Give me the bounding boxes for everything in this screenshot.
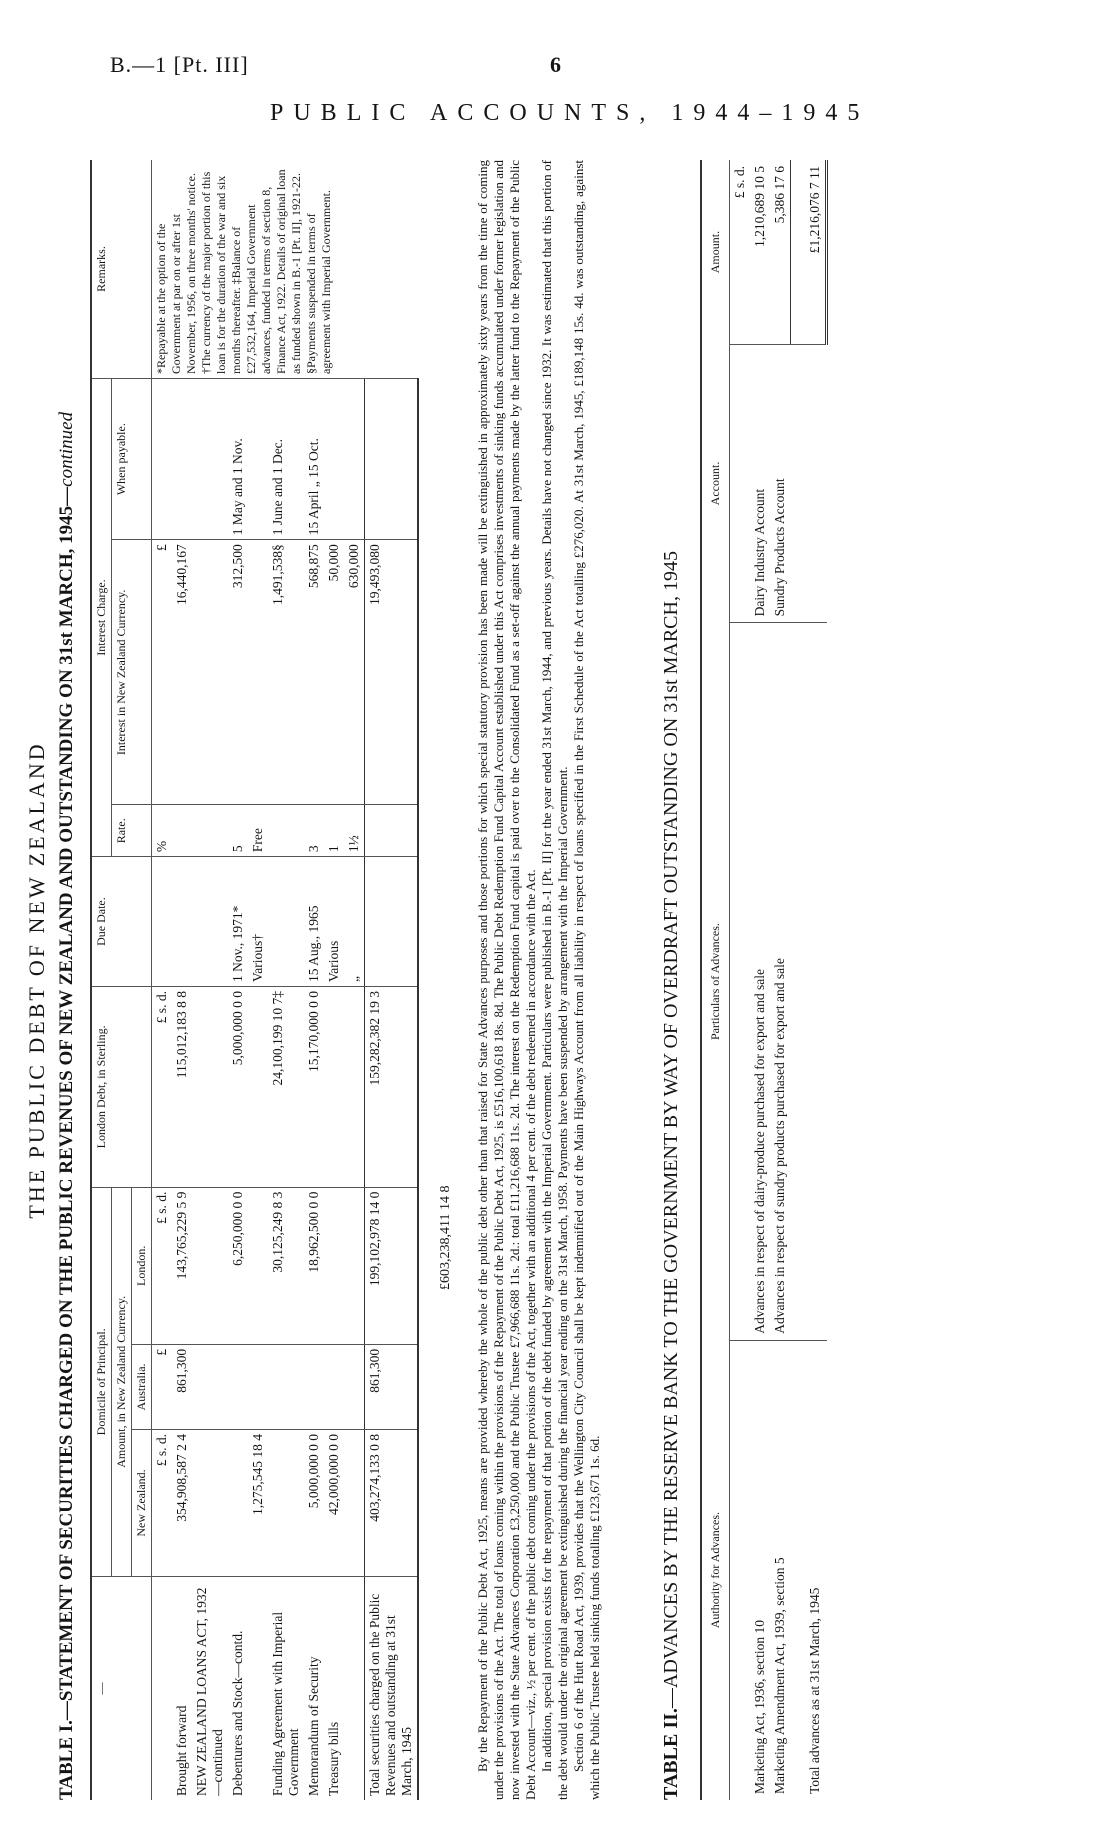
table-row [344, 160, 365, 1800]
cell-due [172, 857, 192, 987]
cell-account: Sundry Products Account [770, 344, 791, 623]
cell-aus [304, 1344, 324, 1429]
cell-amount: 5,386 17 6 [770, 160, 791, 344]
unit-label: £ s. d. [152, 1187, 173, 1344]
cell-interest [192, 540, 228, 805]
cell-due: 15 Aug., 1965 [304, 857, 324, 987]
row-desc [344, 1577, 365, 1801]
total-nz: 403,274,133 0 8 [365, 1429, 419, 1576]
cell-due [192, 857, 228, 987]
cell-rate: 1 [324, 805, 344, 857]
unit-label: £ [152, 1344, 173, 1429]
cell-due: 1 Nov., 1971* [228, 857, 248, 987]
cell-london: 30,125,249 8 3 [268, 1187, 304, 1344]
total-london-debt: 159,282,382 19 3 [365, 987, 419, 1188]
total-interest: 19,493,080 [365, 540, 419, 805]
cell-when: 1 June and 1 Dec. [268, 379, 304, 540]
t2-header-authority: Authority for Advances. [701, 1340, 730, 1800]
total-desc: Total securities charged on the Public Revenues and outstanding at 31st March, 1945 [365, 1577, 419, 1801]
cell-aus [344, 1344, 365, 1429]
t2-header-particulars: Particulars of Advances. [701, 623, 730, 1340]
cell-rate: 3 [304, 805, 324, 857]
cell-interest: 1,491,538§ [268, 540, 304, 805]
row-desc: Memorandum of Security [306, 1656, 321, 1796]
cell-nz: 42,000,000 0 0 [324, 1429, 344, 1576]
cell-london [344, 1187, 365, 1344]
table-row [750, 160, 770, 1800]
t1-header-blank: — [91, 1577, 152, 1801]
t1-header-new-zealand: New Zealand. [132, 1429, 152, 1576]
cell-london [324, 1187, 344, 1344]
table1 [90, 160, 419, 1800]
table-row [730, 160, 751, 1800]
cell-when: 1 May and 1 Nov. [228, 379, 248, 540]
cell-when [172, 379, 192, 540]
note-paragraph: By the Repayment of the Public Debt Act, 1925, means are provided whereby the whole of the public debt other than that raised for State Advances purposes and those portions for which special statutory provision has been made will be extinguished in approximately sixty years from the time of coming under the provisions of the Act. The total of loans coming within the provisions of the Repayment of the Public Debt Act, 1925, is £516,100,618 18s. 8d. The Public Debt Redemption Fund Capital Account established under this Act comprises investments of sinking funds accumulated under former legislation and now invested with the State Advances Corporation £3,250,000 and the Public Trustee £7,966,688 11s. 2d.: total £11,216,688 11s. 2d. The interest on the Redemption Fund capital is paid over to the Consolidated Fund as a set-off against the annual payments made by the latter fund to the Repayment of the Public Debt Account—viz., ½ per cent. of the public debt coming under the provisions of the Act, together with an additional 4 per cent. of the debt redeemed in accordance with the Act. [475, 160, 538, 1800]
t1-header-due-date: Due Date. [91, 857, 152, 987]
t2-header-account: Account. [701, 344, 730, 623]
cell-london-debt [344, 987, 365, 1188]
row-desc [248, 1577, 268, 1801]
cell-authority: Marketing Amendment Act, 1939, section 5 [772, 1557, 787, 1794]
note-paragraph: Section 6 of the Hutt Road Act, 1939, provides that the Wellington City Council shall be kept indemnified out of the Main Highways Account from all liability in respect of loans specified in the First Schedule of the Act totalling £276,020. At 31st March, 1945, £189,148 15s. 4d. was outstanding, against which the Public Trustee held sinking funds totalling £123,671 1s. 6d. [571, 160, 602, 1800]
grand-total: £603,238,411 14 8 [438, 1185, 453, 1290]
t2-header-amount: Amount. [701, 160, 730, 344]
row-desc: Brought forward [174, 1705, 189, 1796]
table2-title-rest: —ADVANCES BY THE RESERVE BANK TO THE GOVERNMENT BY WAY OF OVERDRAFT OUTSTANDING ON 31st MARCH, 1945 [660, 551, 682, 1709]
cell-interest: 16,440,167 [172, 540, 192, 805]
cell-authority: Marketing Act, 1936, section 10 [752, 1620, 767, 1794]
table-row [172, 160, 192, 1800]
unit-label: % [152, 805, 173, 857]
cell-due: „ [344, 857, 365, 987]
cell-amount: 1,210,689 10 5 [750, 160, 770, 344]
table-row [770, 160, 791, 1800]
table-row [152, 160, 173, 1800]
cell-london-debt [324, 987, 344, 1188]
cell-interest: 568,875 [304, 540, 324, 805]
cell-when [344, 379, 365, 540]
cell-rate: Free [248, 805, 268, 857]
cell-interest: 312,500 [228, 540, 248, 805]
cell-london-debt: 24,100,199 10 7‡ [268, 987, 304, 1188]
unit-label: £ s. d. [152, 987, 173, 1188]
section-title: THE PUBLIC DEBT OF NEW ZEALAND [24, 741, 49, 1219]
table-row [268, 160, 304, 1800]
cell-london-debt [192, 987, 228, 1188]
cell-when: 15 April „ 15 Oct. [304, 379, 324, 540]
cell-due: Various [324, 857, 344, 987]
cell-when [192, 379, 228, 540]
document-reference: B.—1 [Pt. III] [110, 52, 249, 77]
t1-header-rate: Rate. [112, 805, 152, 857]
rotated-content [20, 150, 1100, 1810]
cell-london: 6,250,000 0 0 [228, 1187, 248, 1344]
table1-title [56, 140, 78, 1800]
unit-label: £ [152, 540, 173, 805]
cell-rate: 1½ [344, 805, 365, 857]
total-aus: 861,300 [365, 1344, 419, 1429]
row-desc: NEW ZEALAND LOANS ACT, 1932—continued [194, 1587, 225, 1796]
row-desc: Treasury bills [326, 1721, 341, 1796]
table1-title-continued: continued [56, 411, 77, 487]
cell-interest [248, 540, 268, 805]
cell-interest: 50,000 [324, 540, 344, 805]
cell-nz: 5,000,000 0 0 [304, 1429, 324, 1576]
cell-particulars: Advances in respect of dairy-produce purchased for export and sale [750, 623, 770, 1340]
table1-title-text: TABLE I.—STATEMENT OF SECURITIES CHARGED ON THE PUBLIC REVENUES OF NEW ZEALAND AND OUTSTANDING ON 31st MARCH, 1945— [56, 486, 77, 1800]
running-title: PUBLIC ACCOUNTS, 1944–1945 [270, 100, 870, 126]
row-desc: Funding Agreement with Imperial Government [270, 1611, 301, 1796]
cell-rate: 5 [228, 805, 248, 857]
cell-nz [228, 1429, 248, 1576]
page-number: 6 [550, 52, 561, 77]
cell-london: 18,962,500 0 0 [304, 1187, 324, 1344]
t1-header-remarks: Remarks. [91, 160, 152, 379]
cell-due [268, 857, 304, 987]
t1-header-amount-nz: Amount, in New Zealand Currency. [112, 1187, 132, 1576]
unit-label: £ s. d. [730, 160, 751, 344]
t1-header-interest-charge: Interest Charge. [91, 379, 112, 857]
cell-london [192, 1187, 228, 1344]
cell-nz: 354,908,587 2 4 [172, 1429, 192, 1576]
cell-interest: 630,000 [344, 540, 365, 805]
cell-london-debt: 115,012,183 8 8 [172, 987, 192, 1188]
table-row [192, 160, 228, 1800]
unit-label: £ s. d. [152, 1429, 173, 1576]
cell-aus [324, 1344, 344, 1429]
cell-nz [268, 1429, 304, 1576]
cell-london-debt: 5,000,000 0 0 [228, 987, 248, 1188]
cell-particulars: Advances in respect of sundry products purchased for export and sale [770, 623, 791, 1340]
cell-rate [192, 805, 228, 857]
table-row [248, 160, 268, 1800]
table-row [304, 160, 324, 1800]
cell-when [324, 379, 344, 540]
cell-london-debt [248, 987, 268, 1188]
cell-aus [192, 1344, 228, 1429]
cell-due: Various† [248, 857, 268, 987]
row-desc: Debentures and Stock—contd. [230, 1630, 245, 1796]
cell-aus: 861,300 [172, 1344, 192, 1429]
total-row [791, 160, 827, 1800]
cell-nz [344, 1429, 365, 1576]
cell-london: 143,765,229 5 9 [172, 1187, 192, 1344]
cell-rate [268, 805, 304, 857]
t1-header-when-payable: When payable. [112, 379, 152, 540]
cell-london [248, 1187, 268, 1344]
t1-header-london: London. [132, 1187, 152, 1344]
cell-nz [192, 1429, 228, 1576]
cell-aus [268, 1344, 304, 1429]
cell-london-debt: 15,170,000 0 0 [304, 987, 324, 1188]
t1-header-london-debt: London Debt, in Sterling. [91, 987, 152, 1188]
cell-aus [228, 1344, 248, 1429]
total-amount: £1,216,076 7 11 [791, 160, 827, 344]
total-row [365, 160, 419, 1800]
total-label: Total advances as at 31st March, 1945 [806, 1587, 822, 1794]
cell-rate [172, 805, 192, 857]
cell-nz: 1,275,545 18 4 [248, 1429, 268, 1576]
table2-title [660, 160, 683, 1800]
page-header [0, 0, 1114, 140]
table2 [700, 160, 828, 1800]
cell-when [248, 379, 268, 540]
table-row [324, 160, 344, 1800]
t1-header-domicile: Domicile of Principal. [91, 1187, 112, 1576]
table2-title-bold: TABLE II. [660, 1708, 682, 1800]
note-paragraph: In addition, special provision exists for the repayment of that portion of the debt funded by agreement with the Imperial Government. Particulars were published in B.-1 [Pt. II] for the year ended 31st March, 1944, and previous years. Details have not changed since 1932. It was estimated that this portion of the debt would under the original agreement be extinguished during the financial year ending on the 31st March, 1958. Payments have been suspended by arrangement with the Imperial Government. [539, 160, 570, 1800]
t1-header-australia: Australia. [132, 1344, 152, 1429]
table-row [228, 160, 248, 1800]
cell-account: Dairy Industry Account [750, 344, 770, 623]
remarks-cell: *Repayable at the option of the Government at par on or after 1st November, 1956, on three months' notice. †The currency of the major portion of this loan is for the duration of the war and six months thereafter. ‡Balance of £27,532,164, Imperial Government advances, funded in terms of section 8, Finance Act, 1922. Details of original loan as funded shown in B.-1 [Pt. II], 1921-22. §Payments suspended in terms of agreement with Imperial Government. [152, 160, 419, 379]
explanatory-notes [475, 160, 603, 1800]
t1-header-interest-nz: Interest in New Zealand Currency. [112, 540, 152, 805]
cell-aus [248, 1344, 268, 1429]
total-london: 199,102,978 14 0 [365, 1187, 419, 1344]
